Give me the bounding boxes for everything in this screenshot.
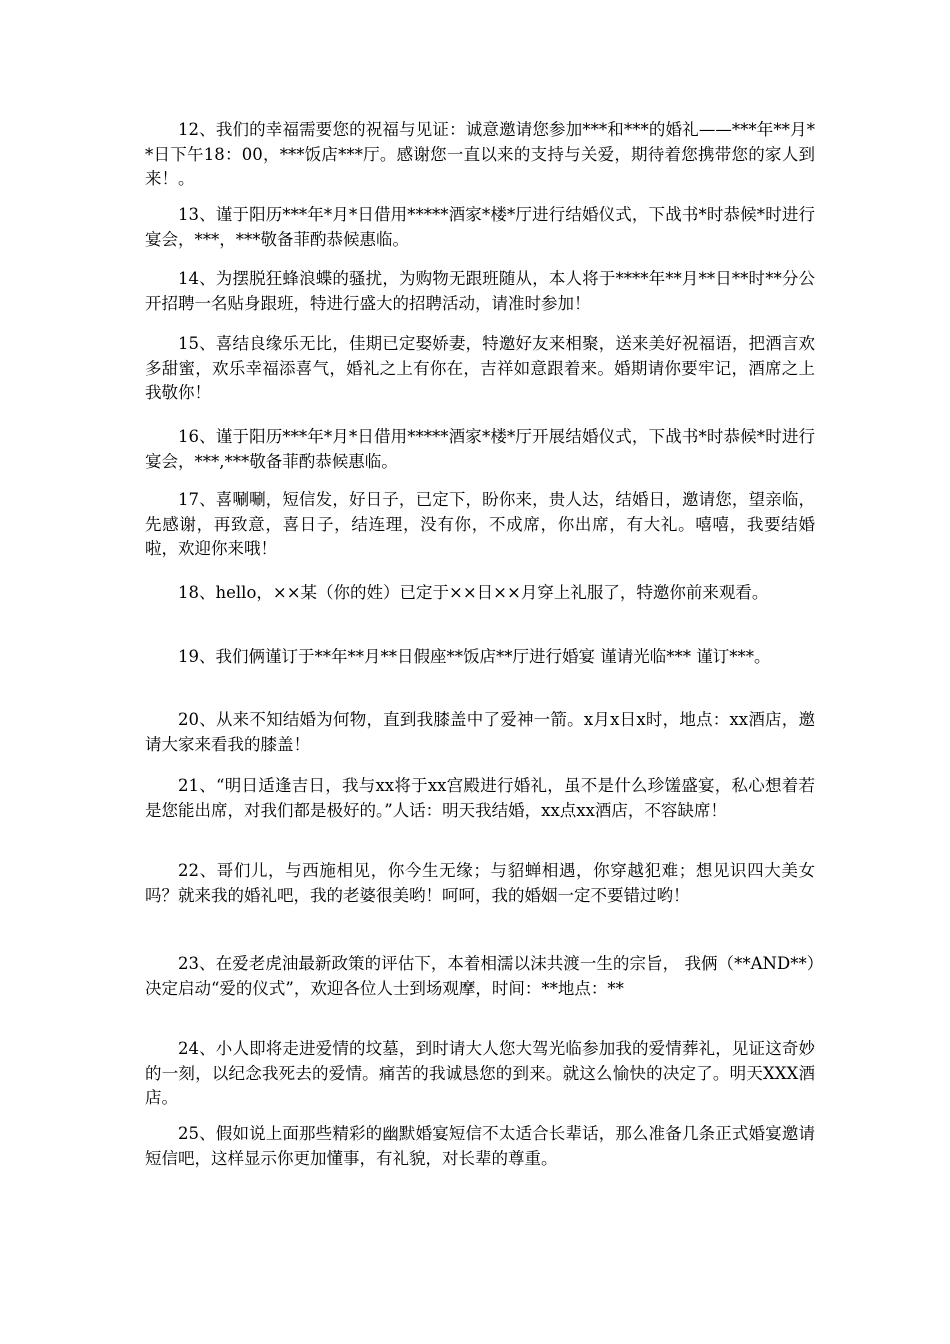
paragraph-16: 16、谨于阳历***年*月*日借用*****酒家*楼*厅开展结婚仪式，下战书*时恭候*时进行宴会，***,***敬备菲酌恭候惠临。 bbox=[145, 427, 815, 471]
paragraph-20: 20、从来不知结婚为何物，直到我膝盖中了爱神一箭。x月x日x时，地点：xx酒店，邀请大家来看我的膝盖！ bbox=[145, 710, 815, 754]
paragraph-24: 24、小人即将走进爱情的坟墓，到时请大人您大驾光临参加我的爱情葬礼，见证这奇妙的一刻，以纪念我死去的爱情。痛苦的我诚恳您的到来。就这么愉快的决定了。明天XXX酒店。 bbox=[145, 1039, 815, 1107]
paragraph-22: 22、哥们儿，与西施相见，你今生无缘；与貂蝉相遇，你穿越犯难；想见识四大美女吗？就来我的婚礼吧，我的老婆很美哟！呵呵，我的婚姻一定不要错过哟！ bbox=[145, 861, 815, 905]
paragraph-14: 14、为摆脱狂蜂浪蝶的骚扰，为购物无跟班随从，本人将于****年**月**日**时**分公开招聘一名贴身跟班，特进行盛大的招聘活动，请准时参加！ bbox=[145, 269, 815, 313]
paragraph-18: 18、hello，××某（你的姓）已定于××日××月穿上礼服了，特邀你前来观看。 bbox=[178, 583, 769, 602]
paragraph-25: 25、假如说上面那些精彩的幽默婚宴短信不太适合长辈话，那么准备几条正式婚宴邀请短信吧，这样显示你更加懂事，有礼貌，对长辈的尊重。 bbox=[145, 1124, 815, 1168]
paragraph-15: 15、喜结良缘乐无比，佳期已定娶娇妻，特邀好友来相聚，送来美好祝福语，把酒言欢多甜蜜，欢乐幸福添喜气，婚礼之上有你在，吉祥如意跟着来。婚期请你要牢记，酒席之上我敬你！ bbox=[145, 334, 815, 402]
paragraph-17: 17、喜唰唰，短信发，好日子，已定下，盼你来，贵人达，结婚日，邀请您，望亲临，先感谢，再致意，喜日子，结连理，没有你，不成席，你出席，有大礼。嘻嘻，我要结婚啦，欢迎你来哦！ bbox=[145, 490, 815, 558]
paragraph-13: 13、谨于阳历***年*月*日借用*****酒家*楼*厅进行结婚仪式，下战书*时恭候*时进行宴会，***，***敬备菲酌恭候惠临。 bbox=[145, 205, 815, 249]
paragraph-12: 12、我们的幸福需要您的祝福与见证：诚意邀请您参加***和***的婚礼——***年**月**日下午18：00，***饭店***厅。感谢您一直以来的支持与关爱，期待着您携带您的家人到来！。 bbox=[145, 120, 815, 188]
paragraph-19: 19、我们俩谨订于**年**月**日假座**饭店**厅进行婚宴 谨请光临*** 谨订***。 bbox=[178, 647, 771, 666]
paragraph-23: 23、在爱老虎油最新政策的评估下，本着相濡以沫共渡一生的宗旨， 我俩（**AND**）决定启动“爱的仪式”，欢迎各位人士到场观摩，时间：**地点：** bbox=[145, 954, 815, 998]
paragraph-21: 21、“明日适逢吉日，我与xx将于xx宫殿进行婚礼，虽不是什么珍馐盛宴，私心想着若是您能出席，对我们都是极好的。”人话：明天我结婚，xx点xx酒店，不容缺席！ bbox=[145, 776, 815, 820]
